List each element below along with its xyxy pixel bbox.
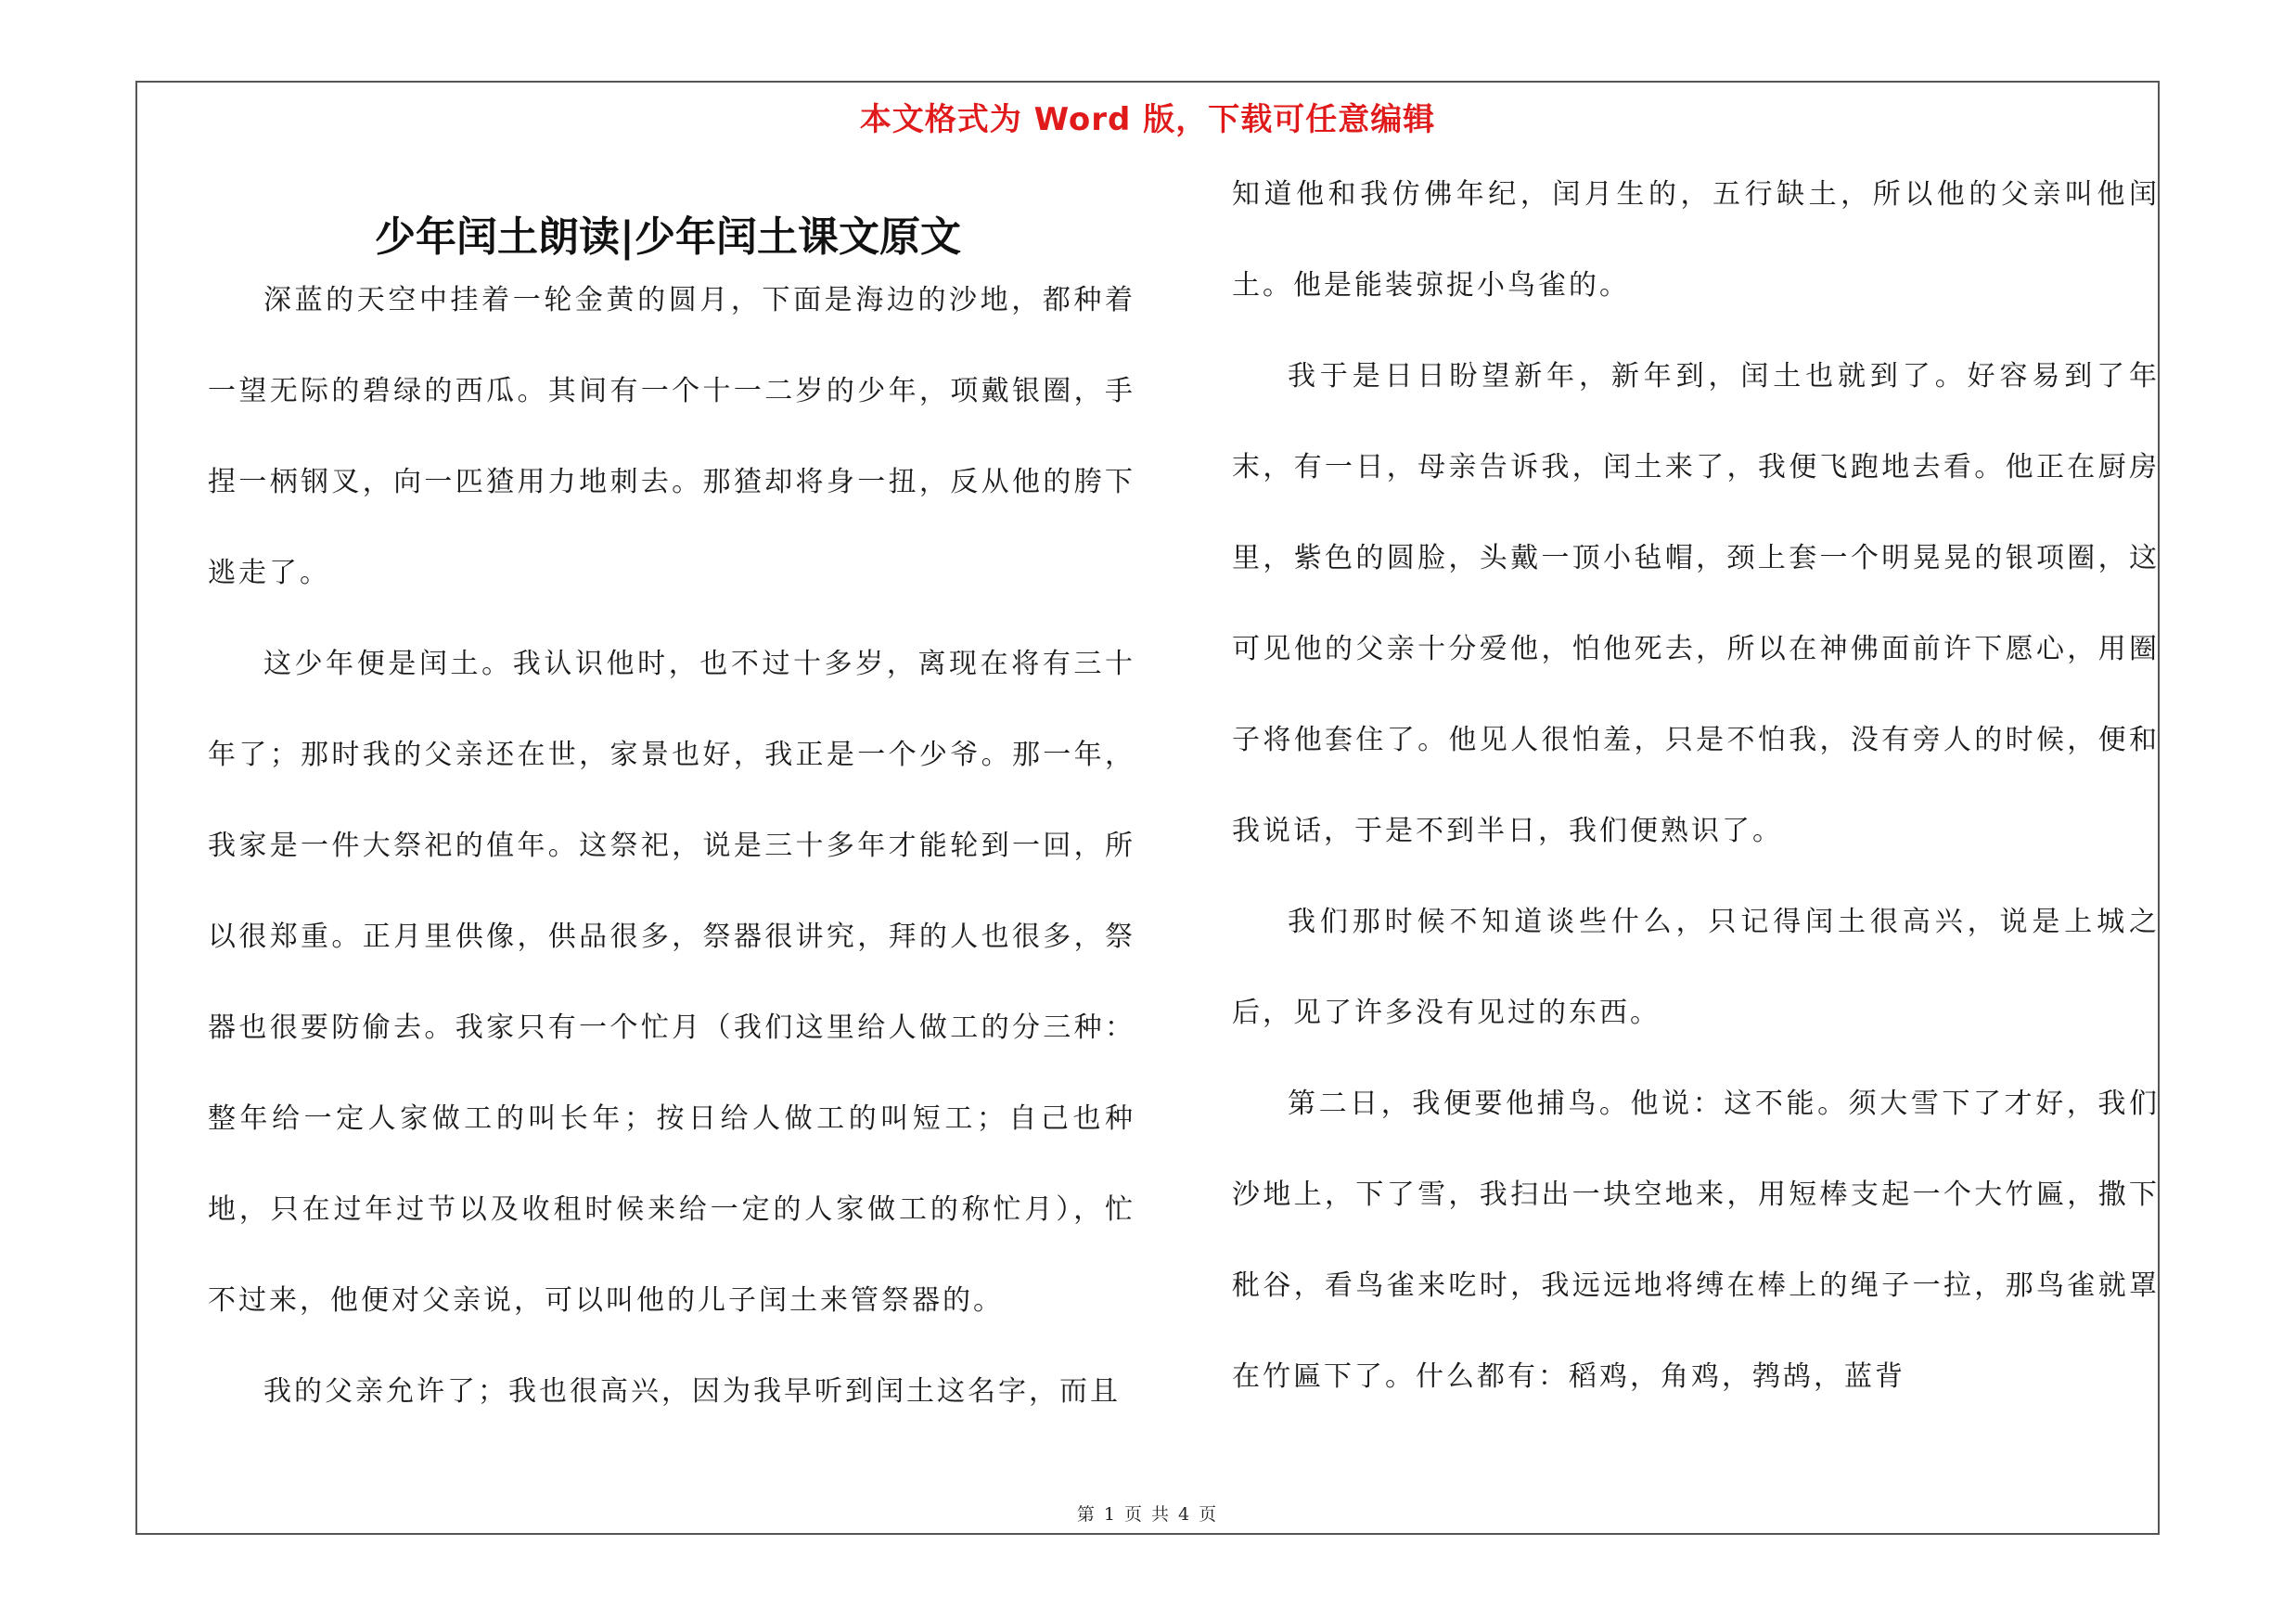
- paragraph: 第二日，我便要他捕鸟。他说：这不能。须大雪下了才好，我们沙地上，下了雪，我扫出一块空地来，用短棒支起一个大竹匾，撒下秕谷，看鸟雀来吃时，我远远地将缚在棒上的绳子一拉，那鸟雀就罩在竹匾下了。什么都有：稻鸡，角鸡，鹁鸪，蓝背: [1232, 1088, 2160, 1393]
- page-frame: [135, 81, 2160, 1535]
- paragraph: 这少年便是闰土。我认识他时，也不过十多岁，离现在将有三十年了；那时我的父亲还在世，家景也好，我正是一个少爷。那一年，我家是一件大祭祀的值年。这祭祀，说是三十多年才能轮到一回，所以很郑重。正月里供像，供品很多，祭器很讲究，拜的人也很多，祭器也很要防偷去。我家只有一个忙月（我们这里给人做工的分三种：整年给一定人家做工的叫长年；按日给人做工的叫短工；自己也种地，只在过年过节以及收租时候来给一定的人家做工的称忙月），忙不过来，他便对父亲说，可以叫他的儿子闰土来管祭器的。: [208, 648, 1135, 1317]
- paragraph: 我们那时候不知道谈些什么，只记得闰土很高兴，说是上城之后，见了许多没有见过的东西。: [1232, 906, 2160, 1029]
- left-column-text: [208, 255, 1135, 1437]
- paragraph: 深蓝的天空中挂着一轮金黄的圆月，下面是海边的沙地，都种着一望无际的碧绿的西瓜。其间有一个十一二岁的少年，项戴银圈，手捏一柄钢叉，向一匹猹用力地刺去。那猹却将身一扭，反从他的胯下逃走了。: [208, 284, 1135, 589]
- format-banner: 本文格式为 Word 版，下载可任意编辑: [859, 101, 1436, 138]
- paragraph: 我的父亲允许了；我也很高兴，因为我早听到闰土这名字，而且: [263, 1375, 1121, 1408]
- right-column-text: [1232, 149, 2160, 1423]
- page-number-footer: 第 1 页 共 4 页: [1076, 1504, 1219, 1525]
- paragraph: 我于是日日盼望新年，新年到，闰土也就到了。好容易到了年末，有一日，母亲告诉我，闰土来了，我便飞跑地去看。他正在厨房里，紫色的圆脸，头戴一顶小毡帽，颈上套一个明晃晃的银项圈，这可见他的父亲十分爱他，怕他死去，所以在神佛面前许下愿心，用圈子将他套住了。他见人很怕羞，只是不怕我，没有旁人的时候，便和我说话，于是不到半日，我们便熟识了。: [1232, 360, 2160, 847]
- paragraph-continuation: 知道他和我仿佛年纪，闰月生的，五行缺土，所以他的父亲叫他闰土。他是能装弶捉小鸟雀的。: [1232, 178, 2160, 302]
- page-title: 少年闰土朗读|少年闰土课文原文: [375, 213, 962, 261]
